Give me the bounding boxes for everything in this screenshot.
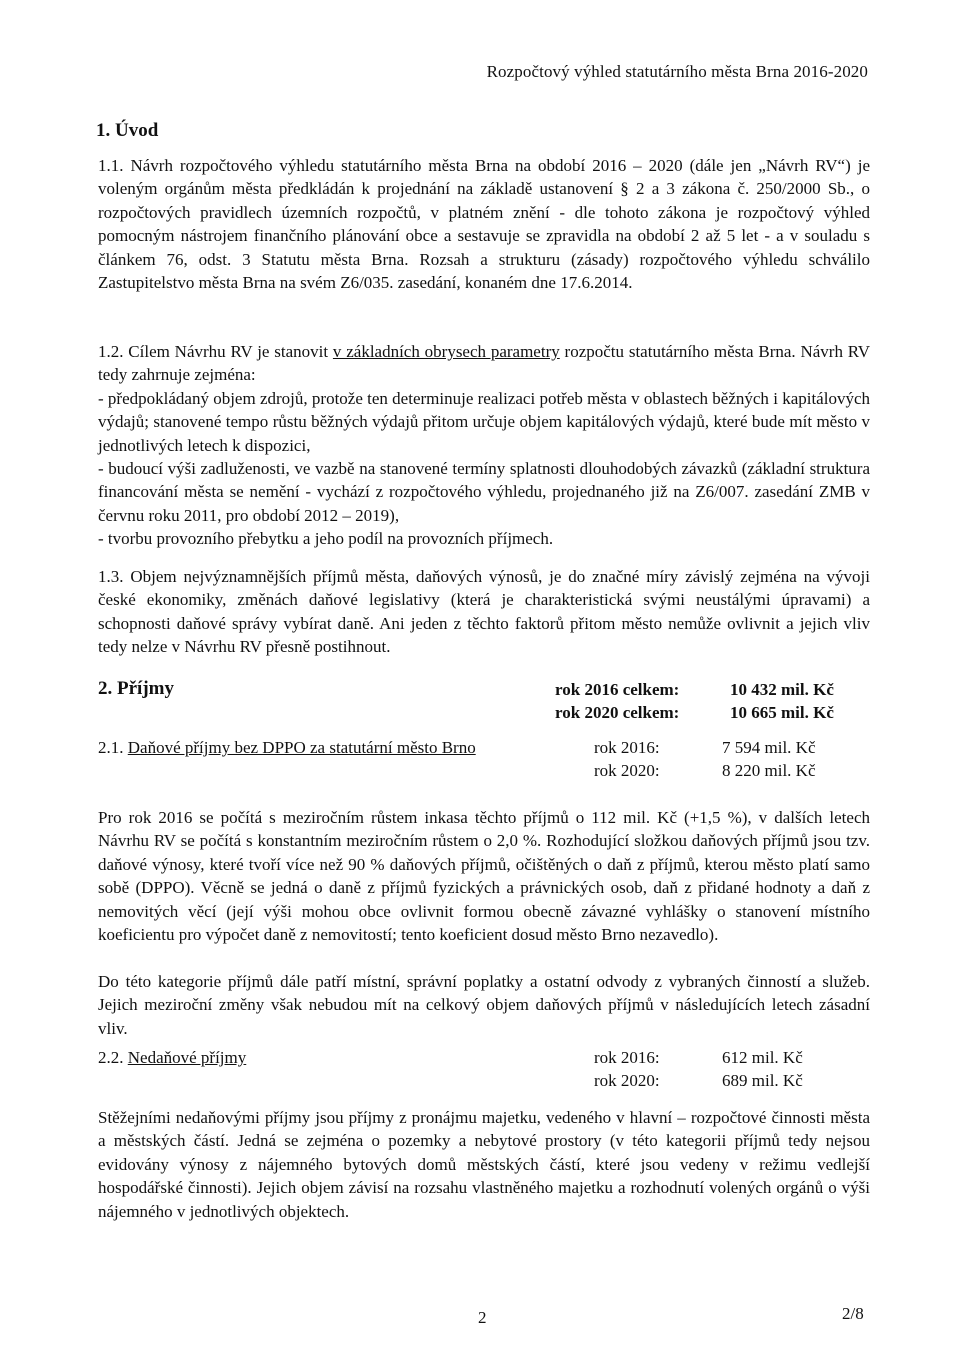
paragraph-2-1-b: Do této kategorie příjmů dále patří místní, správní poplatky a ostatní odvody z vybraných činností a služeb. Jejich meziroční změny však nebudou mít na celkový objem daňových příjmů v následujících letech zásadní vliv. — [98, 972, 870, 1038]
total-label-2016: rok 2016 celkem: — [555, 680, 680, 699]
paragraph-1-2-tail: rozpočtu statutárního města Brna. Návrh RV tedy zahrnuje zejména: — [98, 342, 871, 385]
total-value-2020: 10 665 mil. Kč — [730, 703, 834, 722]
subsection-number: 2.1. — [98, 738, 128, 757]
year-label-2020: rok 2020: — [594, 761, 660, 780]
list-item: - předpokládaný objem zdrojů, protože ten determinuje realizaci potřeb města v oblastech běžných i kapitálových výdajů; stanovené tempo růstu běžných výdajů přitom určuje objem kapitálových výdajů, které bude mít město v jednotlivých letech k dispozici, — [98, 388, 870, 455]
year-value-2016: 7 594 mil. Kč — [722, 738, 816, 757]
year-label-2016: rok 2016: — [594, 1048, 660, 1067]
paragraph-1-3: 1.3. Objem nejvýznamnějších příjmů města, daňových výnosů, je do značné míry závislý zejména na vývoji české ekonomiky, změnách daňové legislativy (která je charakteristická svými neustálými úpravami) a schopnosti daňové správy vybírat daně. Ani jeden z těchto faktorů přitom město nemůže ovlivnit a jejich vliv tedy nelze v Návrhu RV přesně postihnout. — [98, 567, 870, 657]
paragraph-1-2 — [98, 340, 870, 551]
paragraph-1-2-lead: 1.2. Cílem Návrhu RV je stanovit — [98, 342, 333, 361]
running-header: Rozpočtový výhled statutárního města Brna 2016-2020 — [486, 62, 868, 81]
total-label-2020: rok 2020 celkem: — [555, 703, 680, 722]
paragraph-2-2: Stěžejními nedaňovými příjmy jsou příjmy z pronájmu majetku, vedeného v hlavní – rozpočtové činnosti města a městských částí. Jedná se zejména o pozemky a nebytové prostory (v této kategorii příjmů tedy nejsou evidovány výnosy z nájemného bytových domů městských částí, které jsou vedeny v režimu vedlejší hospodářské činnosti). Jejich objem závisí na rozsahu vlastněného majetku a rozhodnutí volených orgánů o výši nájemného v jednotlivých objektech. — [98, 1108, 870, 1221]
year-value-2020: 8 220 mil. Kč — [722, 761, 816, 780]
page-number: 2 — [478, 1308, 487, 1327]
paragraph-1-1: 1.1. Návrh rozpočtového výhledu statutárního města Brna na období 2016 – 2020 (dále jen „Návrh RV“) je voleným orgánům města předkládán k projednání na základě ustanovení § 2 a 3 zákona č. 250/2000 Sb., o rozpočtových pravidlech územních rozpočtů, v platném znění - dle tohoto zákona je rozpočtový výhled pomocným nástrojem finančního plánování obce a sestavuje se zpravidla na období 2 až 5 let - a v souladu s článkem 76, odst. 3 Statutu města Brna. Rozsah a strukturu (zásady) rozpočtového výhledu schválilo Zastupitelstvo města Brna na svém Z6/035. zasedání, konaném dne 17.6.2014. — [98, 156, 870, 293]
year-label-2020: rok 2020: — [594, 1071, 660, 1090]
subsection-heading-2-1 — [98, 738, 476, 758]
paragraph-2-1-a: Pro rok 2016 se počítá s meziročním růstem inkasa těchto příjmů o 112 mil. Kč (+1,5 %), v dalších letech Návrhu RV se počítá s konstantním meziročním růstem o 2,0 %. Rozhodující složkou daňových příjmů jsou tzv. daňové výnosy, které tvoří více než 90 % daňových příjmů, očištěných o daň z příjmů, kterou město platí samo sobě (DPPO). Věcně se jedná o daně z příjmů fyzických a právnických osob, daň z přidané hodnoty a daň z nemovitých věcí (její výši mohou obce ovlivnit formou obecně závazné vyhlášky o stanovení místního koeficientu pro výpočet daně z nemovitostí; tento koeficient dosud město Brno nezavedlo). — [98, 808, 870, 945]
subsection-number: 2.2. — [98, 1048, 128, 1067]
underlined-phrase: v základních obrysech parametry — [332, 342, 560, 361]
total-value-2016: 10 432 mil. Kč — [730, 680, 834, 699]
subsection-title: Nedaňové příjmy — [127, 1048, 247, 1067]
list-item: - tvorbu provozního přebytku a jeho podíl na provozních příjmech. — [98, 529, 554, 549]
year-value-2020: 689 mil. Kč — [722, 1071, 803, 1090]
subsection-heading-2-2 — [98, 1048, 246, 1068]
year-value-2016: 612 mil. Kč — [722, 1048, 803, 1067]
page-count: 2/8 — [842, 1304, 864, 1323]
section-heading-prijmy: 2. Příjmy — [98, 678, 174, 699]
subsection-title: Daňové příjmy bez DPPO za statutární město Brno — [127, 738, 476, 757]
list-item: - budoucí výši zadluženosti, ve vazbě na stanovené termíny splatnosti dlouhodobých závazků (základní struktura financování města se nemění - vychází z rozpočtového výhledu, projednaného již na Z6/007. zasedání ZMB v červnu roku 2011, pro období 2012 – 2019), — [98, 459, 870, 525]
section-heading-uvod: 1. Úvod — [96, 120, 159, 141]
year-label-2016: rok 2016: — [594, 738, 660, 757]
